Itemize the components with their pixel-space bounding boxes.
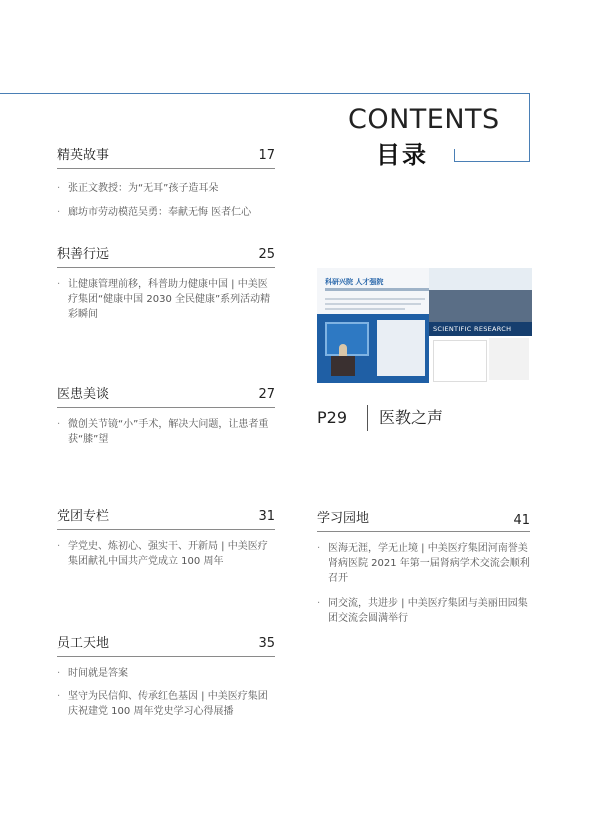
thumbnail-stage-screen	[325, 322, 369, 356]
section-header	[57, 385, 275, 408]
article-title: 张正文教授：为“无耳”孩子造耳朵	[68, 183, 219, 194]
section-title[interactable]: 积善行远	[57, 247, 110, 262]
section-page-number[interactable]: 27	[258, 387, 275, 402]
thumbnail-document-right	[433, 340, 487, 382]
article-item[interactable]	[57, 181, 275, 196]
bullet-dot: ·	[57, 279, 61, 290]
header-top-rule	[0, 93, 530, 94]
bullet-dot: ·	[317, 598, 321, 609]
article-item[interactable]	[317, 541, 530, 586]
article-title: 医海无涯，学无止境 | 中美医疗集团河南誉美肾病医院 2021 年第一届肾病学术交流会顺利召开	[328, 543, 530, 584]
bullet-dot: ·	[57, 541, 61, 552]
thumbnail-text-block	[489, 338, 529, 380]
feature-title: 医教之声	[379, 408, 444, 427]
section-header	[57, 245, 275, 268]
thumbnail-text-line	[325, 303, 421, 305]
bullet-dot: ·	[57, 207, 61, 218]
article-item[interactable]	[57, 689, 275, 719]
thumbnail-meeting-photo	[429, 268, 532, 330]
section-title[interactable]: 学习园地	[317, 511, 370, 526]
section-title[interactable]: 党团专栏	[57, 509, 110, 524]
section-charity	[57, 245, 275, 330]
article-list	[57, 181, 275, 220]
thumbnail-text-line	[325, 298, 425, 300]
thumbnail-subtitle-line	[325, 288, 429, 291]
contents-title: CONTENTS	[348, 104, 500, 135]
section-page-number[interactable]: 17	[258, 148, 275, 163]
section-header	[57, 507, 275, 530]
bullet-dot: ·	[57, 691, 61, 702]
feature-thumbnail[interactable]	[317, 268, 532, 383]
section-page-number[interactable]: 41	[513, 513, 530, 528]
article-list	[57, 539, 275, 569]
article-list	[317, 541, 530, 626]
section-elite-stories	[57, 146, 275, 228]
article-item[interactable]	[57, 277, 275, 322]
article-item[interactable]	[57, 539, 275, 569]
section-title[interactable]: 医患美谈	[57, 387, 110, 402]
title-bracket-horizontal	[454, 161, 530, 162]
article-item[interactable]	[57, 205, 275, 220]
article-title: 廊坊市劳动模范吴勇：奉献无悔 医者仁心	[68, 207, 252, 218]
article-list	[57, 277, 275, 322]
bullet-dot: ·	[57, 183, 61, 194]
section-doctor-patient	[57, 385, 275, 455]
article-list	[57, 666, 275, 719]
section-page-number[interactable]: 35	[258, 636, 275, 651]
article-title: 让健康管理前移，科普助力健康中国 | 中美医疗集团“健康中国 2030 全民健康”系列活动精彩瞬间	[68, 279, 271, 320]
article-list	[57, 417, 275, 447]
section-page-number[interactable]: 31	[258, 509, 275, 524]
thumbnail-document	[377, 320, 425, 376]
section-header	[57, 146, 275, 169]
thumbnail-banner-text: SCIENTIFIC RESEARCH	[433, 325, 512, 333]
section-header	[57, 634, 275, 657]
thumbnail-text-line	[325, 308, 405, 310]
section-title[interactable]: 精英故事	[57, 148, 110, 163]
section-staff-world	[57, 634, 275, 727]
header-right-rule	[529, 93, 530, 161]
article-item[interactable]	[317, 596, 530, 626]
article-title: 同交流，共进步 | 中美医疗集团与美丽田园集团交流会圆满举行	[328, 598, 528, 624]
bullet-dot: ·	[317, 543, 321, 554]
article-title: 时间就是答案	[68, 668, 128, 679]
feature-divider	[367, 405, 368, 431]
thumbnail-photo-wall	[429, 268, 532, 290]
article-title: 学党史、炼初心、强实干、开新局 | 中美医疗集团献礼中国共产党成立 100 周年	[68, 541, 268, 567]
thumbnail-title: 科研兴院 人才强院	[325, 278, 384, 286]
bullet-dot: ·	[57, 419, 61, 430]
section-title[interactable]: 员工天地	[57, 636, 110, 651]
feature-page-number: P29	[317, 408, 348, 427]
bullet-dot: ·	[57, 668, 61, 679]
thumbnail-podium	[331, 356, 355, 376]
article-item[interactable]	[57, 417, 275, 447]
article-title: 微创关节镜“小”手术，解决大问题，让患者重获“膝”望	[68, 419, 269, 445]
contents-subtitle: 目录	[376, 141, 428, 169]
section-learning	[317, 509, 530, 634]
article-title: 坚守为民信仰、传承红色基因 | 中美医疗集团庆祝建党 100 周年党史学习心得展播	[68, 691, 268, 717]
article-item[interactable]	[57, 666, 275, 681]
section-party-column	[57, 507, 275, 577]
section-page-number[interactable]: 25	[258, 247, 275, 262]
section-header	[317, 509, 530, 532]
